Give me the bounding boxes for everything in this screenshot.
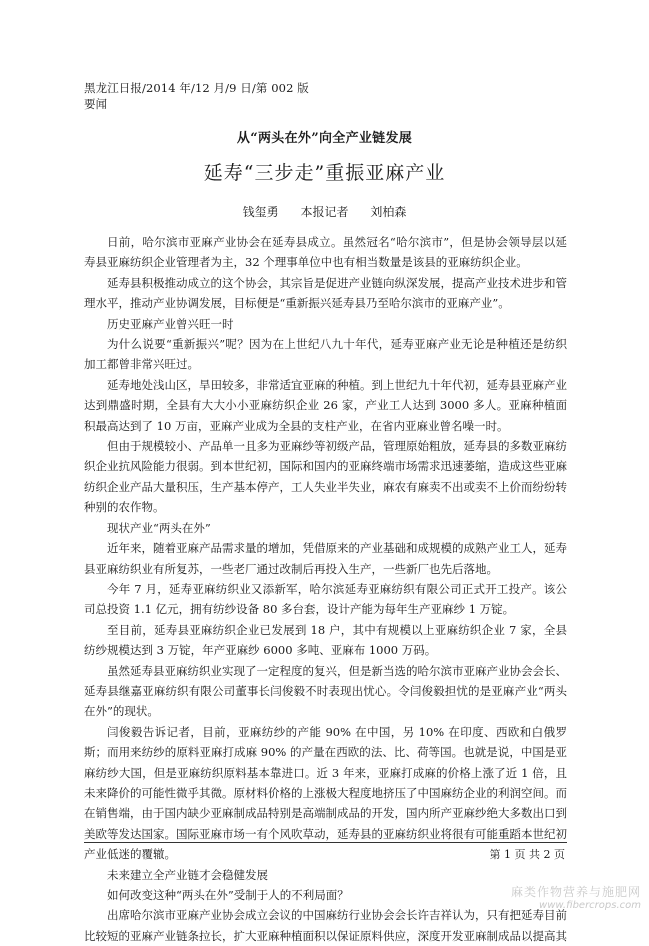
source-line: 黑龙江日报/2014 年/12 月/9 日/第 002 版 <box>84 81 309 95</box>
section-heading: 现状产业“两头在外” <box>107 520 211 535</box>
watermark-url: www.fibercrops.com <box>539 900 641 911</box>
paragraph: 如何改变这种“两头在外”受制于人的不利局面？ <box>107 888 349 902</box>
paragraph: 今年 7 月，延寿亚麻纺织业又添新军，哈尔滨延寿亚麻纺织有限公司正式开工投产。该公司总投资 1.1 亿元，拥有纺纱设备 80 多台套，设计产能为每年生产亚麻纱 1 万锭。 <box>84 581 567 617</box>
page-number: 第 1 页 共 2 页 <box>489 848 565 861</box>
paragraph: 延寿地处浅山区，旱田较多，非常适宜亚麻的种植。到上世纪九十年代初，延寿县亚麻产业达到鼎盛时期，全县有大大小小亚麻纺织企业 26 家，产业工人达到 3000 多人。亚麻种植面积最高达到了 10 万亩，亚麻产业成为全县的支柱产业，在省内亚麻业曾名噪一时。 <box>84 377 567 433</box>
author-name: 钱玺勇 <box>242 205 279 219</box>
article-subtitle: 从“两头在外”向全产业链发展 <box>236 131 413 146</box>
article-authors <box>0 203 649 220</box>
paragraph: 但由于规模较小、产品单一且多为亚麻纱等初级产品，管理原始粗放，延寿县的多数亚麻纺织企业抗风险能力很弱。到本世纪初，国际和国内的亚麻终端市场需求迅速萎缩，造成这些亚麻纺织企业产品大量积压，生产基本停产，工人失业半失业，麻农有麻卖不出或卖不上价而纷纷转种别的农作物。 <box>84 439 567 515</box>
paragraph: 出席哈尔滨市亚麻产业协会成立会议的中国麻纺行业协会会长许吉祥认为，只有把延寿目前比较短的亚麻产业链条拉长，扩大亚麻种植面积以保证原料供应，深度开发亚麻制成品以提高其 <box>84 908 567 943</box>
paragraph: 虽然延寿县亚麻纺织业实现了一定程度的复兴，但是新当选的哈尔滨市亚麻产业协会会长、延寿县继嘉亚麻纺织有限公司董事长闫俊毅不时表现出忧心。令闫俊毅担忧的是亚麻产业“两头在外”的现状。 <box>84 663 567 719</box>
paragraph: 闫俊毅告诉记者，目前，亚麻纺纱的产能 90% 在中国，另 10% 在印度、西欧和白俄罗斯；而用来纺纱的原料亚麻打成麻 90% 的产量在西欧的法、比、荷等国。也就是说，中国是亚麻纺纱大国，但是亚麻纺织原料基本靠进口。近 3 年来，亚麻打成麻的价格上涨了近 1 倍，且未来降价的可能性微乎其微。原材料价格的上涨极大程度地挤压了中国麻纺企业的利润空间。而在销售端，由于国内缺少亚麻制成品特别是高端制成品的开发，国内所产亚麻纱绝大多数出口到美欧等发达国家。国际亚麻市场一有个风吹草动，延寿县的亚麻纺织业将很有可能重蹈本世纪初产业低迷的覆辙。 <box>84 724 567 862</box>
paragraph: 近年来，随着亚麻产品需求量的增加，凭借原来的产业基础和成规模的成熟产业工人，延寿县亚麻纺织业有所复苏，一些老厂通过改制后再投入生产，一些新厂也先后落地。 <box>84 541 567 576</box>
paragraph: 延寿县积极推动成立的这个协会，其宗旨是促进产业链向纵深发展，提高产业技术进步和管理水平，推动产业协调发展，目标便是“重新振兴延寿县乃至哈尔滨市的亚麻产业”。 <box>84 275 567 311</box>
source-info <box>84 80 309 112</box>
section-heading: 历史亚麻产业曾兴旺一时 <box>107 316 234 331</box>
section-heading: 未来建立全产业链才会稳健发展 <box>107 867 268 882</box>
author-role: 本报记者 <box>300 205 349 219</box>
paragraph: 日前，哈尔滨市亚麻产业协会在延寿县成立。虽然冠名“哈尔滨市”，但是协会领导层以延寿县亚麻纺织企业管理者为主，32 个理事单位中也有相当数量是该县的亚麻纺织企业。 <box>84 235 567 270</box>
paragraph: 为什么说要“重新振兴”呢？因为在上世纪八九十年代，延寿亚麻产业无论是种植还是纺织加工都曾非常兴旺过。 <box>84 337 567 372</box>
author-name: 刘柏森 <box>370 205 407 219</box>
article-title: 延寿“三步走”重振亚麻产业 <box>203 162 446 184</box>
watermark-text: 麻类作物营养与施肥网 <box>510 885 641 899</box>
section-label: 要闻 <box>84 97 108 111</box>
watermark <box>511 883 641 911</box>
paragraph: 至目前，延寿县亚麻纺织企业已发展到 18 户，其中有规模以上亚麻纺织企业 7 家，全县纺纱规模达到 3 万锭，年产亚麻纱 6000 多吨、亚麻布 1000 万码。 <box>84 622 567 658</box>
footer-divider <box>84 842 567 843</box>
article-body <box>84 232 567 946</box>
